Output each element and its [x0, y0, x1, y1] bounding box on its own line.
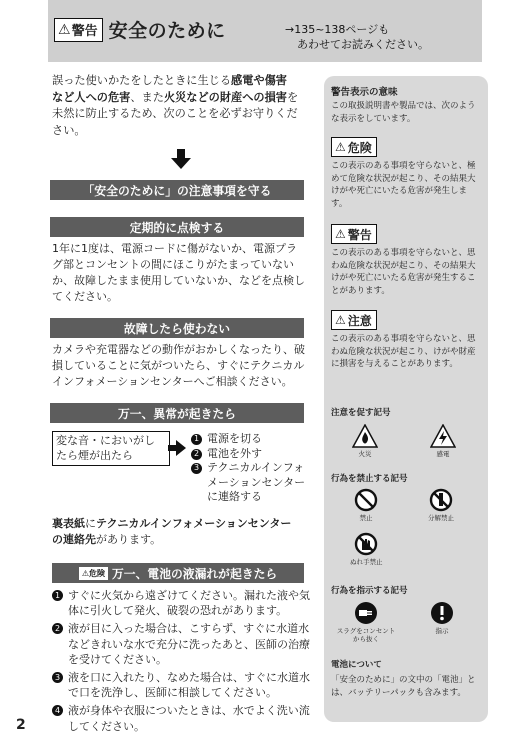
meaning-text: この取扱説明書や製品では、次のような表示をしています。 [331, 101, 476, 124]
prohibited-icon: 禁止 [354, 488, 378, 522]
step-item: 2 電池を外す [191, 447, 305, 462]
meaning-heading: 警告表示の意味 [331, 87, 398, 98]
danger-tag: ⚠ 危険 [331, 137, 377, 157]
anomaly-steps: 1 電源を切る 2 電池を外す 3 テクニカルインフォ メーションセンター に連絡する [191, 432, 305, 505]
unplug-icon: スラグをコンセントから抜く [336, 601, 396, 643]
down-arrow-icon [170, 148, 192, 170]
list-item: 1 すぐに火気から遠ざけてください。漏れた液や気体に引火して発火、破裂の恐れがあります。 [52, 588, 310, 618]
anomaly-heading: 万一、異常が起きたら [50, 403, 304, 423]
anomaly-condition-box: 変な音・においがし たら煙が出たら [52, 431, 170, 466]
fire-hazard-icon: 火災 [352, 424, 378, 458]
battery-leak-list [52, 588, 310, 737]
contact-note: 裏表紙にテクニカルインフォメーションセンター の連絡先があります。 [52, 517, 292, 546]
page-header [54, 16, 226, 43]
danger-text: この表示のある事項を守らないと、極めて危険な状況が起こり、その結果大けがや死亡にいたる危害が発生します。 [331, 161, 476, 209]
no-disassembly-icon: 分解禁止 [428, 488, 454, 522]
warning-tag [54, 18, 103, 42]
warning-tag-label: 警告 [71, 24, 98, 39]
caution-tag: ⚠ 注意 [331, 310, 377, 330]
instruct-heading: 行為を指示する記号 [331, 586, 408, 596]
battery-leak-heading: ⚠危険 万一、電池の液漏れが起きたら [52, 563, 304, 583]
instruction-icon: 指示 [430, 601, 454, 635]
warning-tag: ⚠ 警告 [331, 224, 377, 244]
caution-text: この表示のある事項を守らないと、思わぬ危険な状況が起こり、けがや財産に損害を与えることがあります。 [331, 334, 476, 369]
inspection-text: 1年に1度は、電源コードに傷がないか、電源プラグ部とコンセントの間にほこりがたまっていないか、故障したまま使用していないか、などを点検してください。 [52, 242, 305, 303]
page-reference: →135~138ページも あわせてお読みください。 [285, 23, 429, 51]
electric-shock-icon: 感電 [430, 424, 456, 458]
inspection-heading: 定期的に点検する [50, 217, 304, 237]
prohibit-heading: 行為を禁止する記号 [331, 474, 408, 484]
right-arrow-icon [168, 440, 186, 456]
symbol-legend-panel [324, 76, 488, 722]
warning-triangle-icon: ⚠ [58, 21, 71, 38]
attention-heading: 注意を促す記号 [331, 408, 391, 418]
battery-note-heading: 電池について [331, 660, 382, 670]
malfunction-heading: 故障したら使わない [50, 318, 304, 338]
warning-triangle-icon: ⚠ [335, 227, 346, 241]
list-item: 4 液が身体や衣服についたときは、水でよく洗い流してください。 [52, 703, 310, 733]
warning-triangle-icon: ⚠ [335, 140, 346, 154]
intro-paragraph: 誤った使いかたをしたときに生じる感電や傷害 など人への危害、また火災などの財産への損害を 未然に防止するため、次のことを必ずお守りくだ さい。 [52, 74, 299, 137]
list-item: 3 液を口に入れたり、なめた場合は、すぐに水道水で口を洗浄し、医師に相談してください。 [52, 670, 310, 700]
danger-mini-tag: ⚠危険 [79, 567, 108, 580]
warning-text: この表示のある事項を守らないと、思わぬ危険な状況が起こり、その結果大けがや死亡にいたる危害が発生することがあります。 [331, 248, 476, 296]
step-item: 3 テクニカルインフォ [191, 461, 305, 476]
warning-triangle-icon: ⚠ [335, 313, 346, 327]
page-title: 安全のために [108, 20, 226, 42]
step-item: 1 電源を切る [191, 432, 305, 447]
no-wet-hands-icon: ぬれ手禁止 [350, 532, 383, 566]
page-number: 2 [16, 717, 26, 733]
safety-rules-heading: 「安全のために」の注意事項を守る [50, 180, 304, 200]
malfunction-text: カメラや充電器などの動作がおかしくなったり、破損していることに気がついたら、すぐにテクニカルインフォメーションセンターへご相談ください。 [52, 343, 305, 388]
list-item: 2 液が目に入った場合は、こすらず、すぐに水道水などきれいな水で充分に洗ったあと、医師の治療を受けてください。 [52, 621, 310, 667]
battery-note-text: 「安全のために」の文中の「電池」とは、バッテリーパックも含みます。 [331, 675, 476, 698]
